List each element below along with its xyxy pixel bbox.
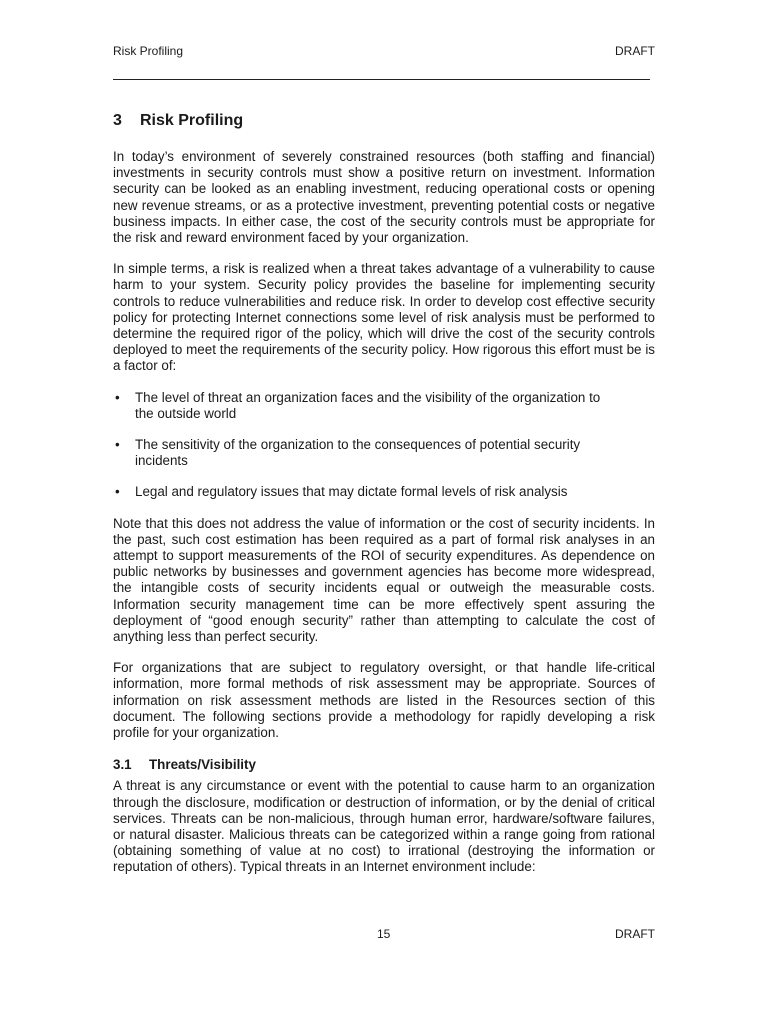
page-number: 15 — [377, 927, 391, 941]
bullet-marker: • — [115, 389, 120, 405]
page-footer — [113, 927, 655, 945]
subsection-number: 3.1 — [113, 757, 132, 773]
paragraph-regulatory: For organizations that are subject to regulatory oversight, or that handle life-critical information, more formal methods of risk assessment may be appropriate. Sources of information on risk assessment methods are listed in the Resources section of this document. The following sections provide a methodology for rapidly developing a risk profile for your organization. — [113, 660, 655, 741]
list-item — [113, 484, 615, 500]
list-item — [113, 437, 615, 469]
paragraph-cost-note: Note that this does not address the value of information or the cost of security incidents. In the past, such cost estimation has been required as a part of formal risk analyses in an attempt to support measurements of the ROI of security expenditures. As dependence on public networks by businesses and government agencies has become more widespread, the intangible costs of security incidents equal or outweigh the measurable costs. Information security management time can be more effectively spent assuring the deployment of “good enough security” rather than attempting to calculate the cost of anything less than perfect security. — [113, 515, 655, 645]
subsection-title: Threats/Visibility — [149, 757, 256, 773]
footer-draft-label: DRAFT — [615, 927, 655, 941]
section-heading — [113, 110, 655, 132]
paragraph-risk-definition: In simple terms, a risk is realized when a threat takes advantage of a vulnerability to cause harm to your system. Security policy provides the baseline for implementing security controls to reduce vulnerabilities and reduce risk. In order to develop cost effective security policy for protecting Internet connections some level of risk analysis must be performed to determine the required rigor of the policy, which will drive the cost of the security controls deployed to meet the requirements of the security policy. How rigorous this effort must be is a factor of: — [113, 261, 655, 374]
list-item — [113, 390, 615, 422]
risk-factor-list — [113, 390, 655, 501]
bullet-marker: • — [115, 484, 120, 500]
paragraph-threats: A threat is any circumstance or event with the potential to cause harm to an organization through the disclosure, modification or destruction of information, or by the denial of critical services. Threats can be non-malicious, through human error, hardware/software failures, or natural disaster. Malicious threats can be categorized within a range going from rational (obtaining something of value at no cost) to irrational (destroying the information or reputation of others). Typical threats in an Internet environment include: — [113, 778, 655, 875]
section-title: Risk Profiling — [140, 112, 244, 129]
list-item-text: The level of threat an organization faces and the visibility of the organization to the outside world — [135, 389, 601, 421]
paragraph-roi: In today’s environment of severely constrained resources (both staffing and financial) investments in security controls must show a positive return on investment. Information security can be looked as an enabling investment, reducing operational costs or opening new revenue streams, or as a protective investment, preventing potential costs or negative business impacts. In either case, the cost of the security controls must be appropriate for the risk and reward environment faced by your organization. — [113, 149, 655, 246]
list-item-text: The sensitivity of the organization to the consequences of potential security incidents — [135, 437, 581, 469]
bullet-marker: • — [115, 437, 120, 453]
section-number: 3 — [113, 112, 122, 129]
subsection-heading — [113, 756, 655, 774]
header-rule — [113, 79, 650, 80]
page-header — [113, 44, 655, 62]
list-item-text: Legal and regulatory issues that may dictate formal levels of risk analysis — [135, 484, 568, 500]
header-draft-label: DRAFT — [615, 44, 655, 58]
header-title: Risk Profiling — [113, 44, 184, 58]
document-body — [113, 110, 655, 891]
